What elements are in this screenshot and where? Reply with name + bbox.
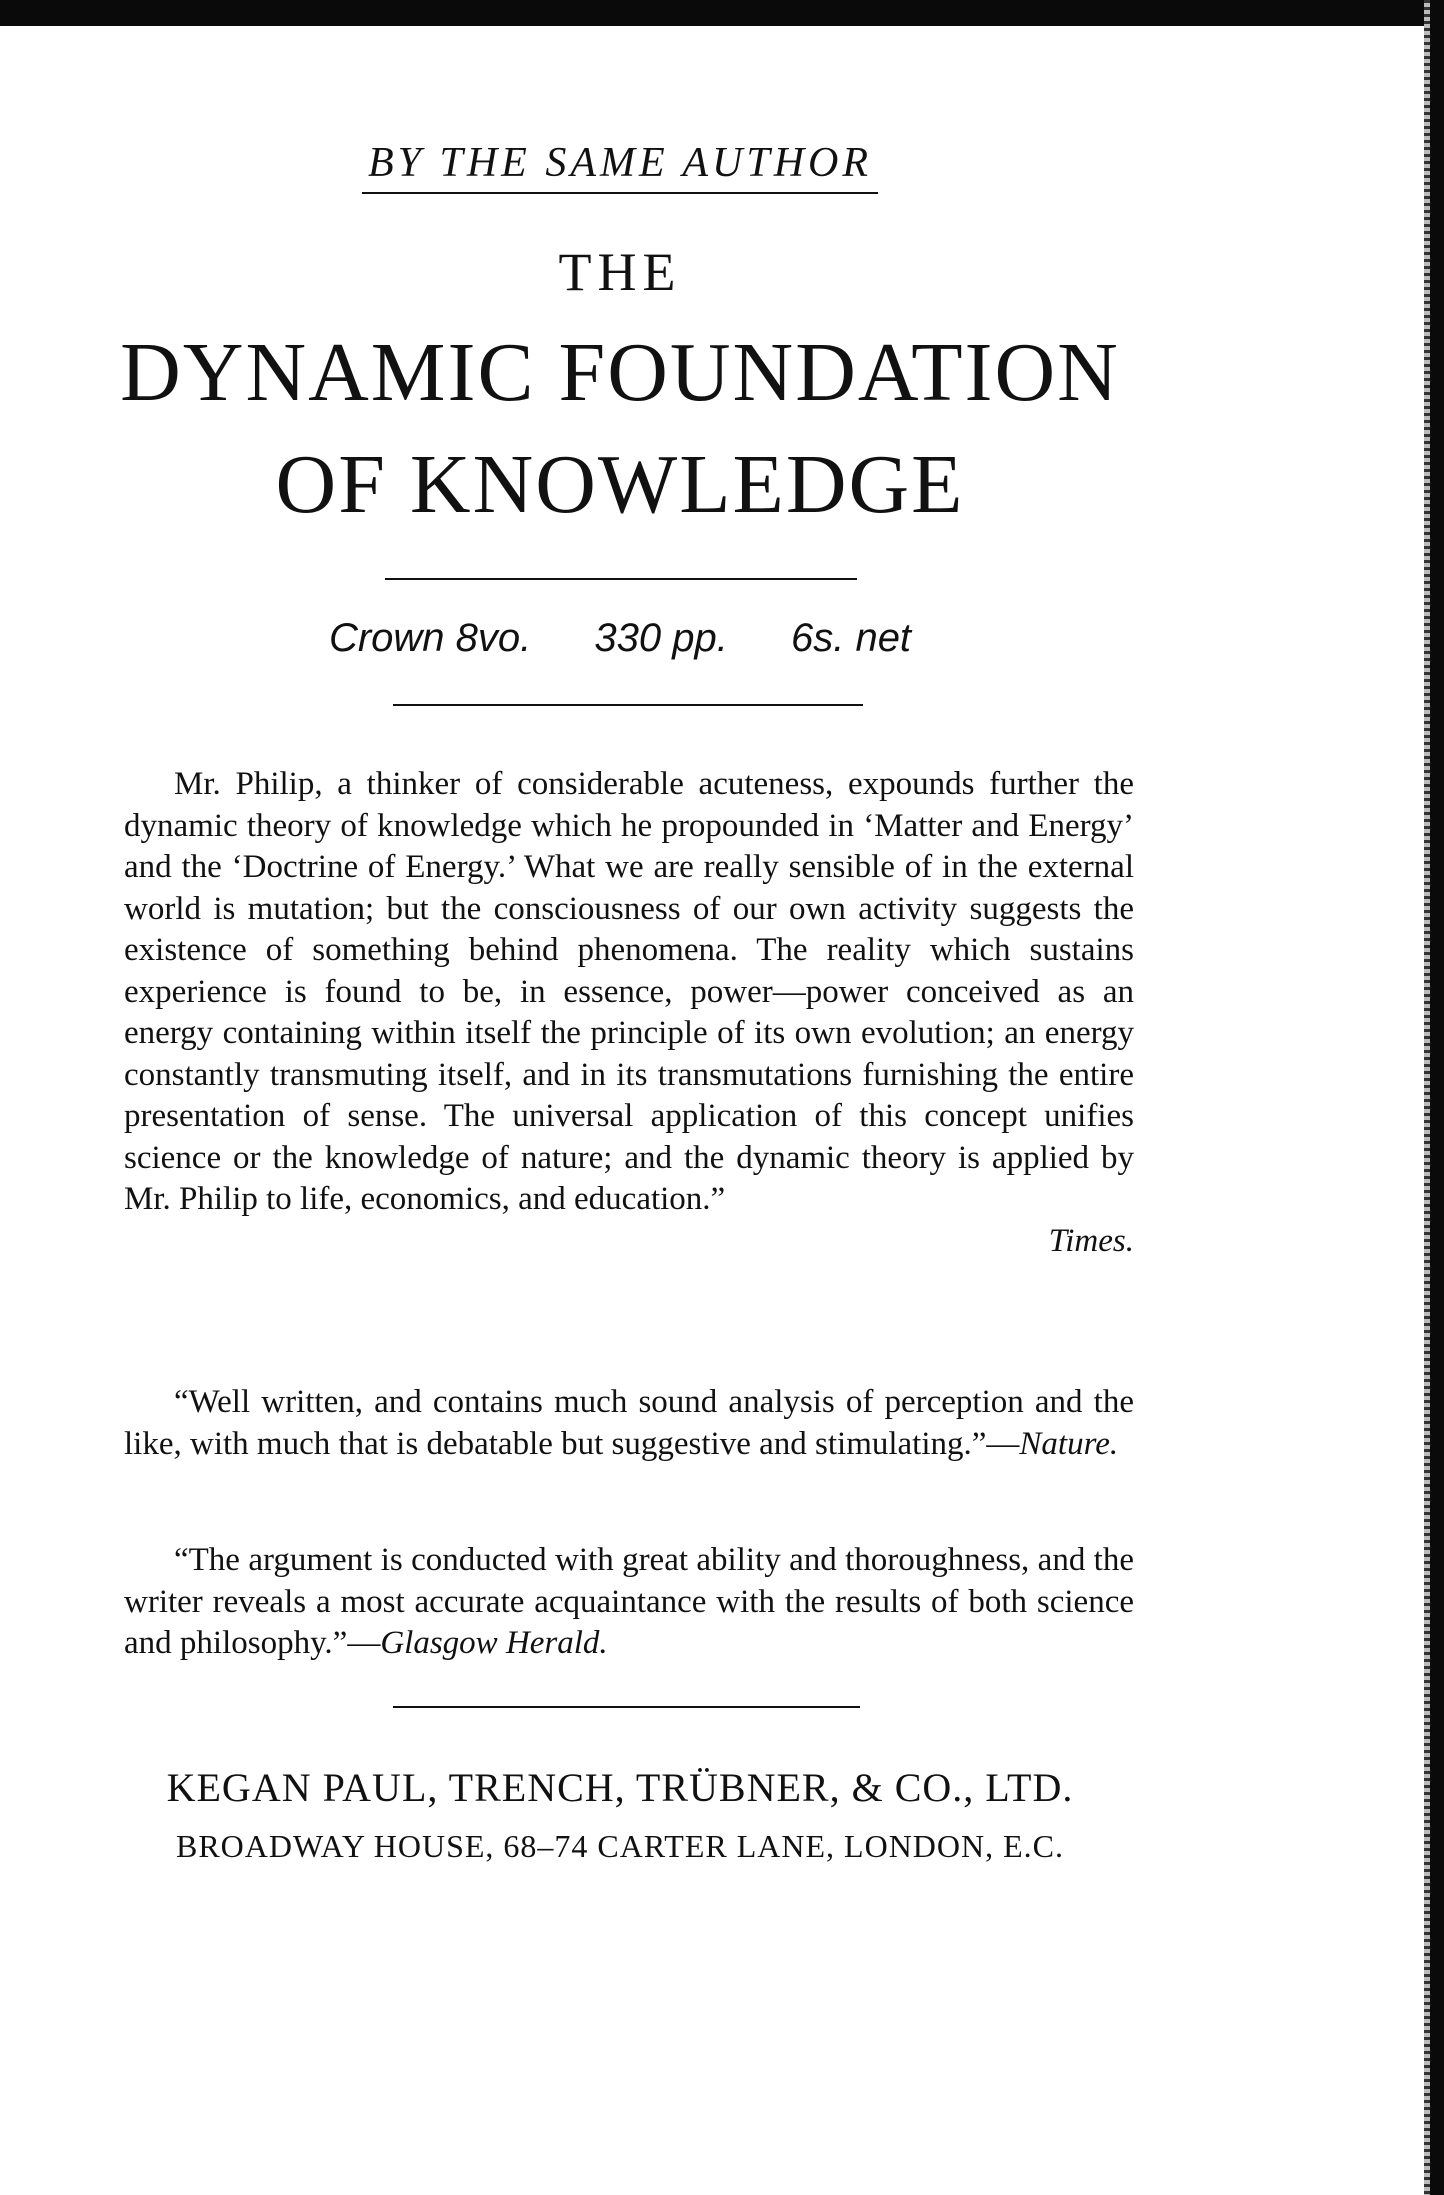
review-text: “Well written, and contains much sound analysis of perception and the like, with much that is debatable but suggestive and stimulating.”—Nature. [124, 1384, 1134, 1462]
divider-rule [385, 578, 857, 580]
title-article: THE [558, 242, 682, 302]
book-price: 6s. net [790, 616, 912, 660]
book-pages: 330 pp. [594, 616, 728, 660]
review-source: Nature. [1019, 1425, 1119, 1462]
scan-right-border [1430, 0, 1444, 2195]
review-times [124, 764, 1134, 1262]
divider-rule [393, 704, 863, 706]
scan-top-border [0, 0, 1444, 26]
same-author-heading: BY THE SAME AUTHOR [0, 139, 1240, 187]
scan-page-edge [1424, 0, 1430, 2195]
publisher-address: BROADWAY HOUSE, 68–74 CARTER LANE, LONDON, E.C. [175, 1828, 1065, 1864]
review-source: Glasgow Herald. [380, 1625, 608, 1661]
review-text: Mr. Philip, a thinker of considerable acuteness, expounds further the dynamic theory of knowledge which he propounded in ‘Matter and Energy’ and the ‘Doctrine of Energy.’ What we are really sensible of in the external world is mutation; but the consciousness of our own activity suggests the existence of something behind phenomena. The reality which sustains experience is found to be, in essence, power—power conceived as an energy containing within itself the principle of its own evolution; an energy constantly transmuting itself, and in its transmutations furnishing the entire presentation of sense. The universal application of this concept unifies science or the knowledge of nature; and the dynamic theory is applied by Mr. Philip to life, economics, and education.” [124, 766, 1134, 1217]
review-nature [124, 1382, 1134, 1465]
advertisement-page [0, 26, 1410, 2195]
review-glasgow-herald [124, 1540, 1134, 1665]
review-source: Times. [1048, 1222, 1134, 1259]
publisher-name: KEGAN PAUL, TRENCH, TRÜBNER, & CO., LTD. [166, 1765, 1074, 1810]
book-title-line-2: OF KNOWLEDGE [275, 438, 965, 531]
divider-rule [393, 1706, 860, 1708]
book-format: Crown 8vo. [328, 616, 532, 660]
review-text: “The argument is conducted with great ability and thoroughness, and the writer reveals a most accurate acquaintance with the results of both science and philosophy.”—Glasgow Herald. [124, 1542, 1134, 1661]
book-details [0, 616, 1240, 661]
book-title-line-1: DYNAMIC FOUNDATION [120, 326, 1120, 419]
